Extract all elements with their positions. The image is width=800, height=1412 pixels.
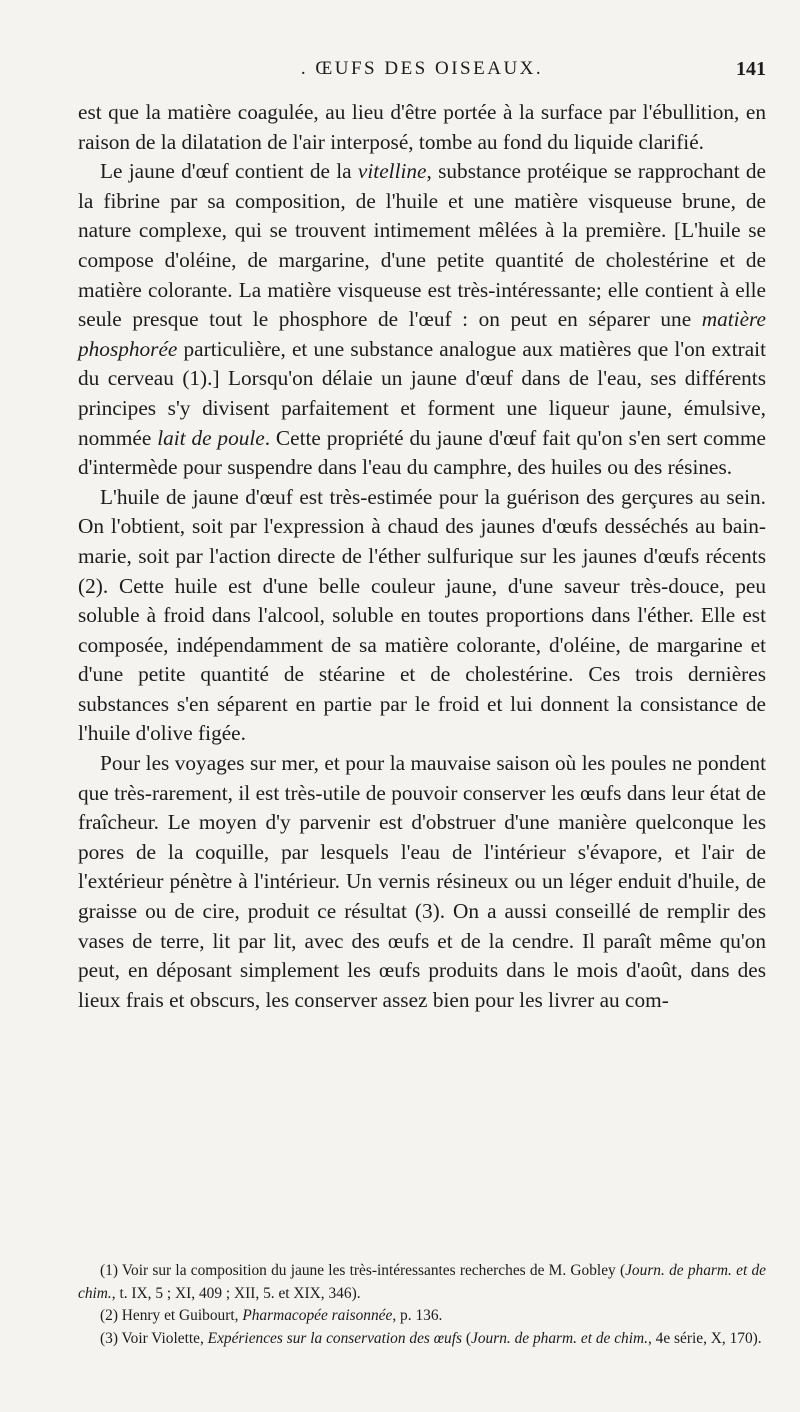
footnotes (78, 1260, 766, 1350)
text-run: est que la matière coagulée, au lieu d'être portée à la surface par l'ébullition, en raison de la dilatation de l'air interposé, tombe au fond du liquide clarifié. (78, 100, 766, 154)
paragraph-jaune-oeuf (78, 157, 766, 483)
running-head (78, 58, 766, 88)
text-run: L'huile de jaune d'œuf est très-estimée pour la guérison des gerçures au sein. On l'obtient, soit par l'expression à chaud des jaunes d'œufs desséchés au bain-marie, soit par l'action directe de l'éther sulfurique sur les jaunes d'œufs récents (2). Cette huile est d'une belle couleur jaune, d'une saveur très-douce, peu soluble à froid dans l'alcool, soluble en toutes proportions dans l'éther. Elle est composée, indépendamment de sa matière colorante, d'oléine, de margarine et d'une petite quantité de stéarine et de cholestérine. Ces trois dernières substances s'en séparent en partie par le froid et lui donnent la consistance de l'huile d'olive figée. (78, 484, 766, 746)
text-run: Le jaune d'œuf contient de la (100, 159, 358, 184)
text-run: Pour les voyages sur mer, et pour la mauvaise saison où les poules ne pondent que très-rarement, il est très-utile de pouvoir conserver les œufs dans leur état de fraîcheur. Le moyen d'y parvenir est d'obstruer d'une manière quelconque les pores de la coquille, par lesquels l'eau de l'intérieur s'évapore, et l'air de l'extérieur pénètre à l'intérieur. Un vernis résineux ou un léger enduit d'huile, de graisse ou de cire, produit ce résultat (3). On a aussi conseillé de remplir des vases de terre, lit par lit, avec des œufs et de la cendre. Il paraît même qu'on peut, en déposant simplement les œufs produits dans le mois d'août, dans des lieux frais et obscurs, les conserver assez bien pour les livrer au com- (78, 751, 766, 1012)
text-run: , substance protéique se rapprochant de la fibrine par sa composition, de l'huile et une matière visqueuse brune, de nature complexe, qui se trouvent intimement mêlées à la première. [L'huile se compose d'oléine, de margarine, d'une petite quantité de cholestérine et de matière colorante. La matière visqueuse est très-intéressante; elle contient à elle seule presque tout le phosphore de l'œuf : on peut en séparer une (78, 159, 766, 332)
footnote-2 (78, 1305, 766, 1328)
text-run: (1) Voir sur la composition du jaune les très-intéressantes recherches de M. Gobley ( (100, 1262, 626, 1279)
text-run: , t. IX, 5 ; XI, 409 ; XII, 5. et XIX, 346). (111, 1284, 361, 1302)
italic-text: vitelline (357, 159, 427, 184)
italic-text: Expériences sur la conservation des œufs (207, 1329, 463, 1347)
footnote-1 (78, 1260, 766, 1305)
text-run: (2) Henry et Guibourt, (100, 1307, 243, 1324)
paragraph-huile-jaune (78, 483, 766, 749)
italic-text: Journ. de pharm. et de chim. (78, 1262, 766, 1302)
paragraph-conservation (78, 749, 766, 1015)
italic-text: Pharmacopée raisonnée (242, 1307, 393, 1324)
page-number: 141 (736, 58, 766, 80)
paragraph-continuation (78, 98, 766, 157)
text-run: , 4e série, X, 170). (647, 1329, 762, 1347)
italic-text: matière phosphorée (78, 307, 766, 361)
running-title: . ŒUFS DES OISEAUX. (300, 58, 544, 79)
italic-text: Journ. de pharm. et de chim. (471, 1329, 648, 1347)
text-run: (3) Voir Violette, (100, 1329, 208, 1347)
body-text (78, 98, 766, 1015)
text-run: ( (462, 1329, 471, 1347)
text-run: . Cette propriété du jaune d'œuf fait qu'on s'en sert comme d'intermède pour suspendre dans l'eau du camphre, des huiles ou des résines. (78, 425, 766, 480)
text-run: particulière, et une substance analogue aux matières que l'on extrait du cerveau (1).] Lorsqu'on délaie un jaune d'œuf dans de l'eau, ses différents principes s'y divisent parfaitement et forment une liqueur jaune, émulsive, nommée (78, 336, 766, 450)
text-run: , p. 136. (392, 1307, 443, 1324)
footnote-3 (78, 1328, 766, 1351)
italic-text: lait de poule (157, 425, 265, 450)
